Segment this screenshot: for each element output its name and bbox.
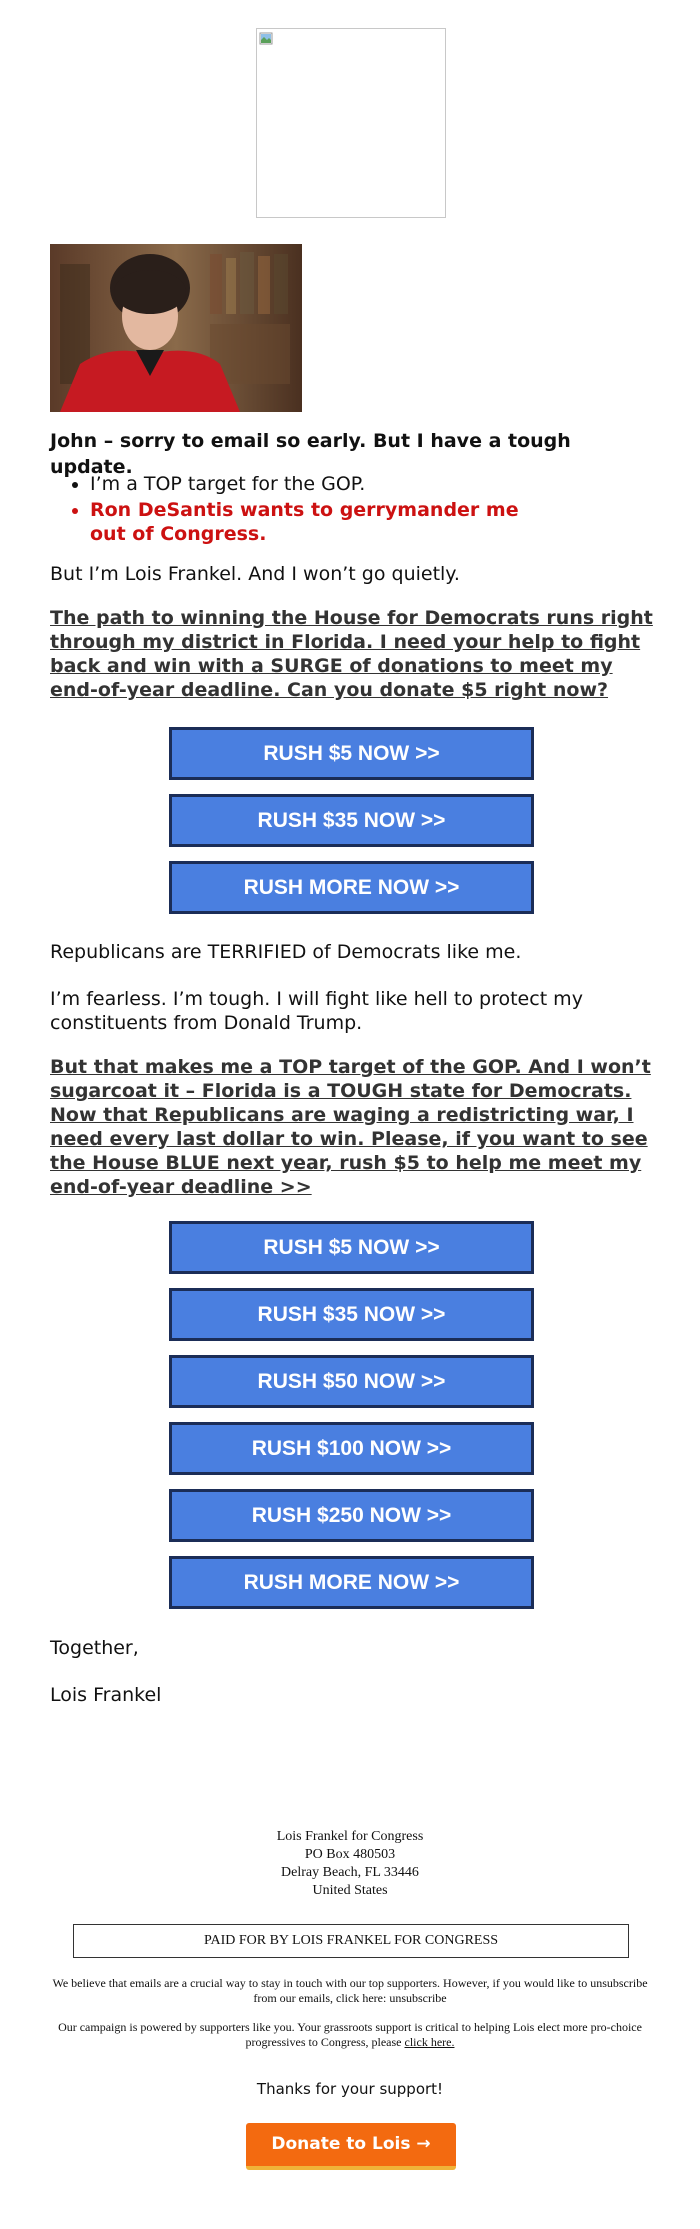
greeting-heading: John – sorry to email so early. But I have a tough update. bbox=[50, 430, 571, 478]
donate-ask-link-2[interactable]: But that makes me a TOP target of the GOP. And I won’t sugarcoat it – Florida is a TOUGH state for Democrats. Now that Republicans are waging a redistricting war, I need every last dollar to win. Please, if you want to see the House BLUE next year, rush $5 to help me meet my end-of-year deadline >> bbox=[50, 1056, 651, 1198]
bullet-item-alert: • Ron DeSantis wants to gerrymander me out of Congress. bbox=[90, 498, 530, 546]
rush-100-button[interactable]: RUSH $100 NOW >> bbox=[169, 1422, 534, 1475]
mailing-address bbox=[0, 1828, 700, 1900]
intro-text: But I’m Lois Frankel. And I won’t go quietly. bbox=[50, 563, 460, 585]
rush-5-button[interactable]: RUSH $5 NOW >> bbox=[169, 1221, 534, 1274]
terrified-text: Republicans are TERRIFIED of Democrats like me. bbox=[50, 941, 522, 963]
address-line: PO Box 480503 bbox=[304, 1847, 396, 1862]
support-click-here-link[interactable]: click here. bbox=[404, 2035, 455, 2049]
fearless-text: I’m fearless. I’m tough. I will fight like hell to protect my constituents from Donald Trump. bbox=[50, 988, 583, 1034]
logo-image-placeholder bbox=[256, 28, 446, 218]
rush-250-button[interactable]: RUSH $250 NOW >> bbox=[169, 1489, 534, 1542]
rush-more-button[interactable]: RUSH MORE NOW >> bbox=[169, 1556, 534, 1609]
candidate-photo bbox=[50, 244, 302, 412]
unsubscribe-notice bbox=[0, 1976, 700, 2006]
signoff-text: Together, bbox=[50, 1637, 139, 1659]
rush-35-button[interactable]: RUSH $35 NOW >> bbox=[169, 1288, 534, 1341]
broken-image-icon bbox=[259, 31, 275, 47]
support-text: Our campaign is powered by supporters like you. Your grassroots support is critical to helping Lois elect more pro-choice progressives to Congress, please bbox=[58, 2020, 642, 2049]
bullet-list bbox=[50, 472, 610, 548]
rush-5-button[interactable]: RUSH $5 NOW >> bbox=[169, 727, 534, 780]
address-line: United States bbox=[312, 1883, 388, 1898]
donate-to-lois-button[interactable]: Donate to Lois → bbox=[246, 2123, 456, 2170]
rush-50-button[interactable]: RUSH $50 NOW >> bbox=[169, 1355, 534, 1408]
rush-more-button[interactable]: RUSH MORE NOW >> bbox=[169, 861, 534, 914]
signature-text: Lois Frankel bbox=[50, 1684, 162, 1706]
address-line: Lois Frankel for Congress bbox=[276, 1829, 424, 1844]
rush-35-button[interactable]: RUSH $35 NOW >> bbox=[169, 794, 534, 847]
donate-ask-link[interactable]: The path to winning the House for Democrats runs right through my district in Florida. I need your help to fight back and win with a SURGE of donations to meet my end-of-year deadline. Can you donate $5 right now? bbox=[50, 607, 653, 701]
paid-for-disclaimer: PAID FOR BY LOIS FRANKEL FOR CONGRESS bbox=[73, 1924, 629, 1958]
unsubscribe-text: We believe that emails are a crucial way to stay in touch with our top supporters. However, if you would like to unsubscribe from our emails, click here: bbox=[52, 1976, 648, 2005]
address-line: Delray Beach, FL 33446 bbox=[281, 1865, 419, 1880]
support-notice bbox=[0, 2020, 700, 2050]
bullet-item: • I’m a TOP target for the GOP. bbox=[90, 472, 610, 496]
unsubscribe-link[interactable]: unsubscribe bbox=[389, 1991, 447, 2005]
thanks-text: Thanks for your support! bbox=[256, 2080, 444, 2098]
